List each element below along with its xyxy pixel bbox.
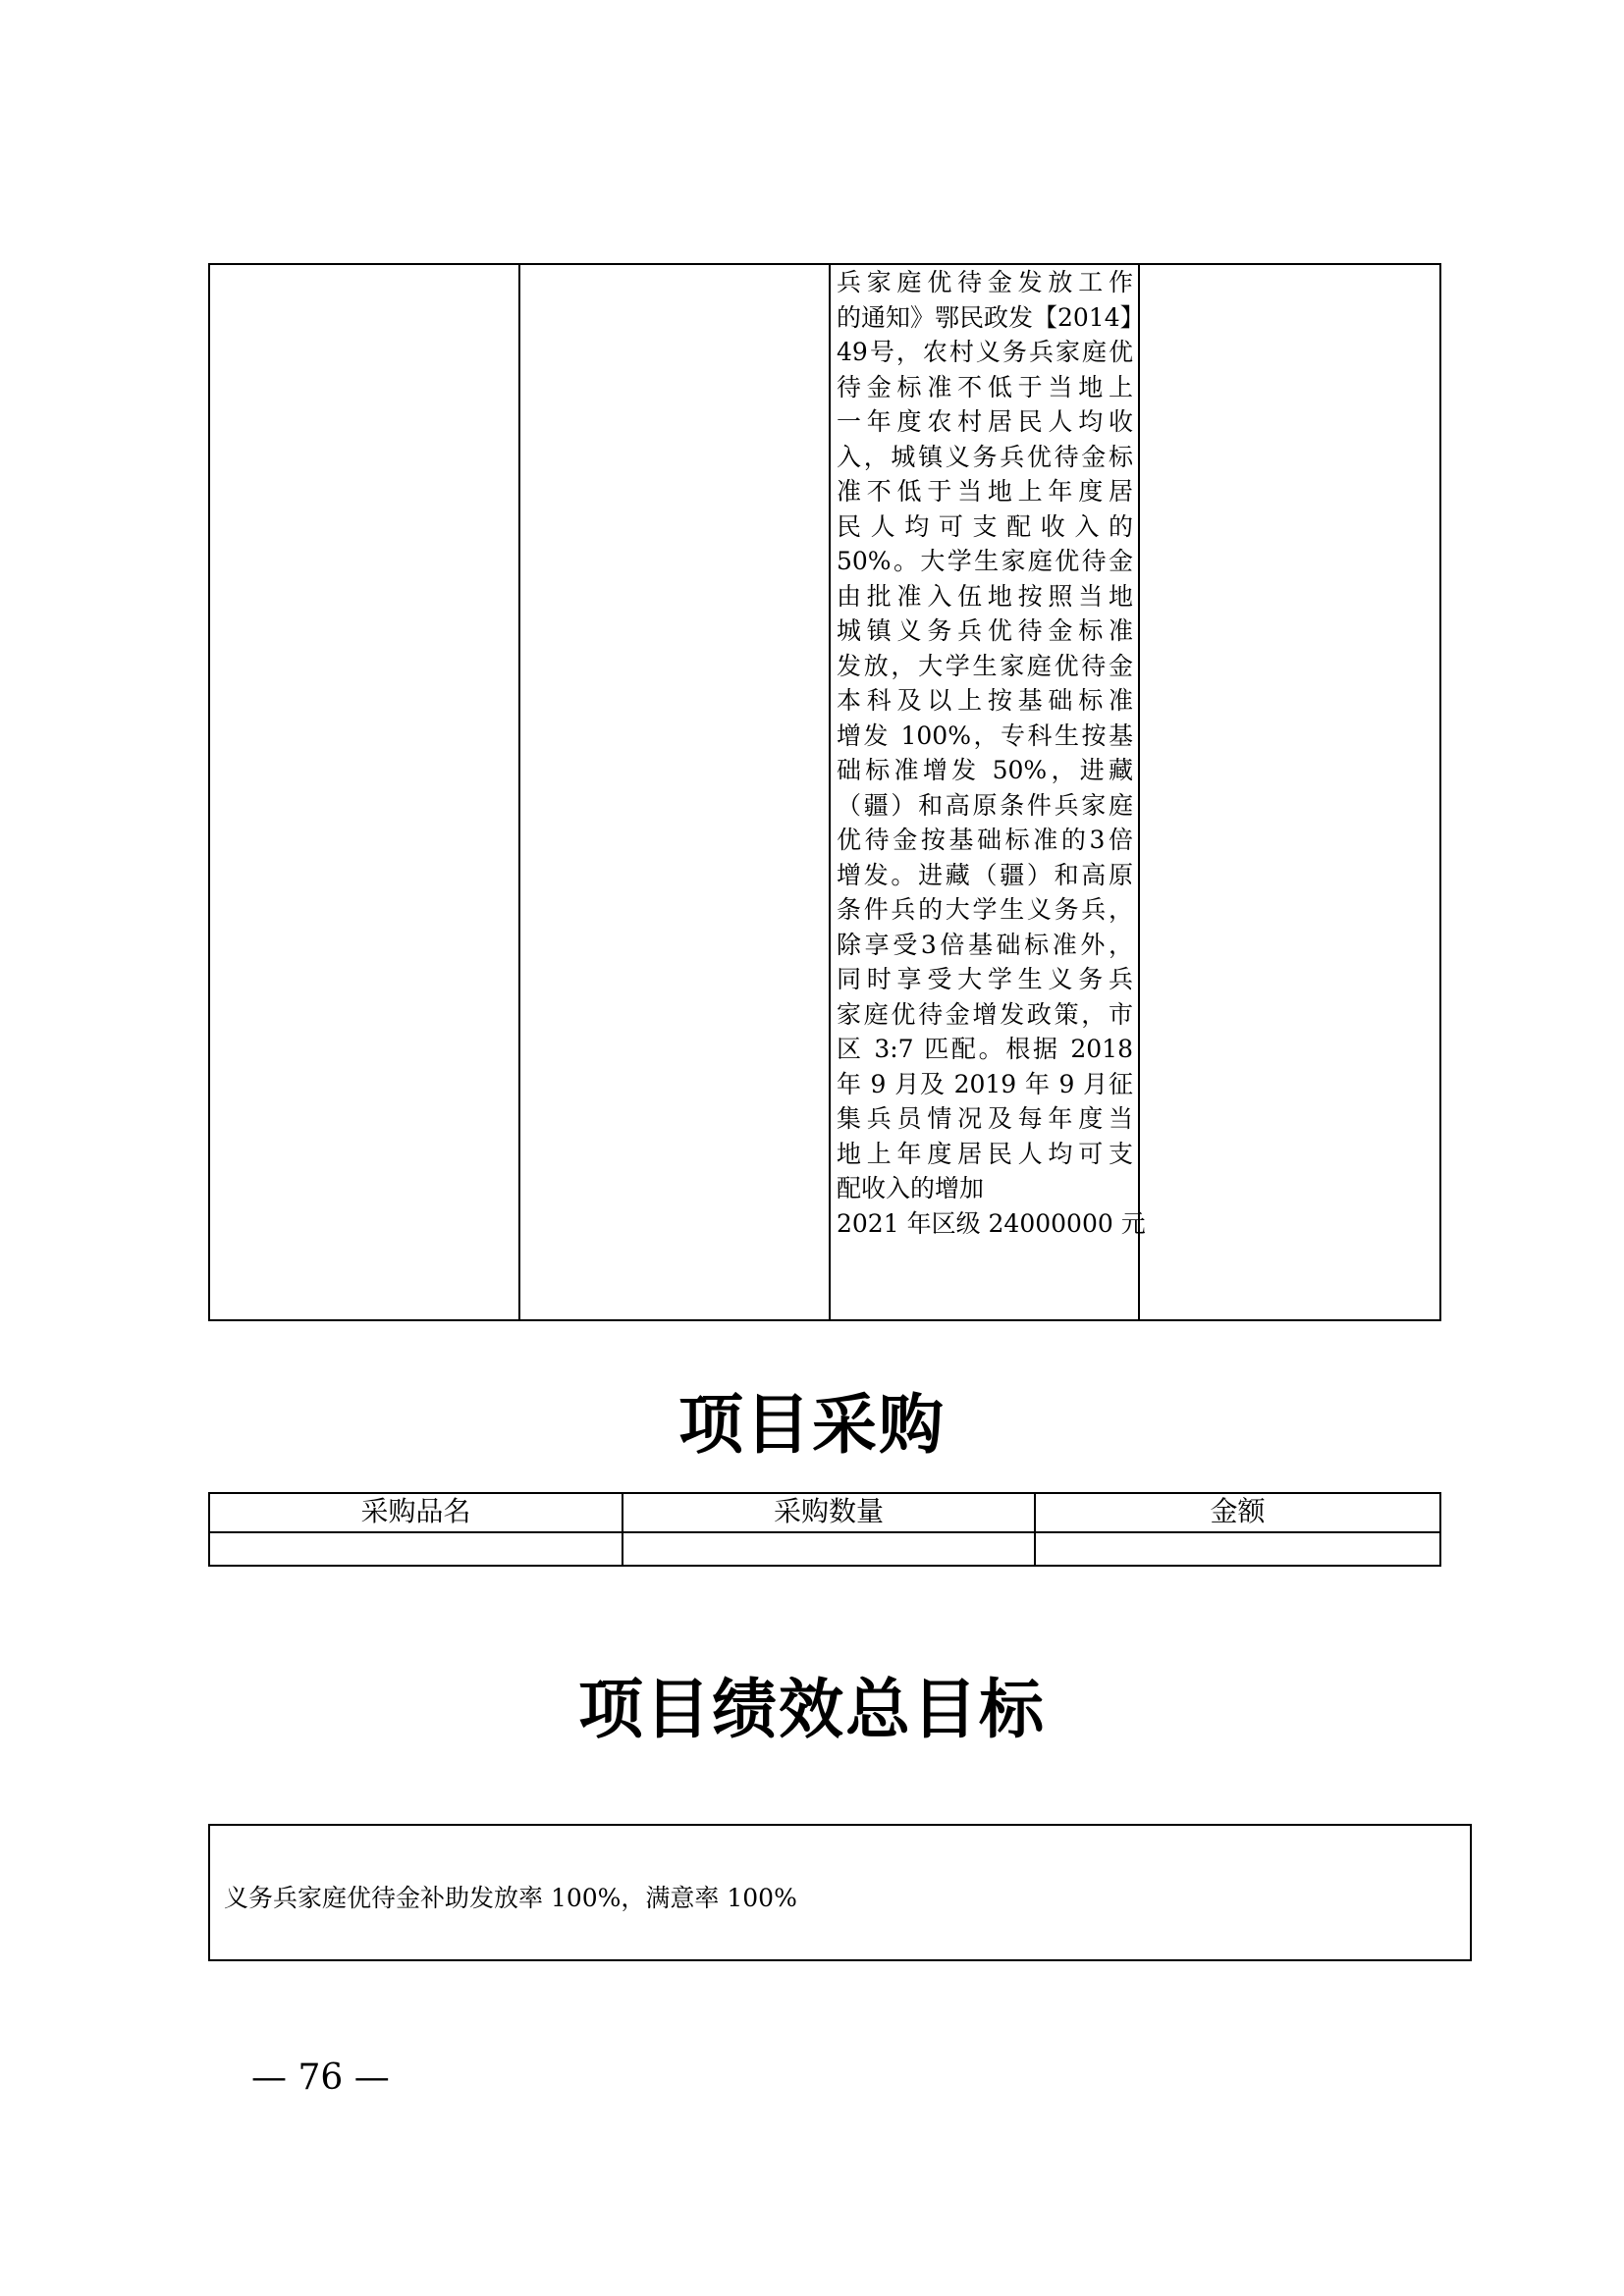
goals-title: 项目绩效总目标: [578, 1672, 1046, 1747]
basis-line: 地上年度居民人均可支: [837, 1139, 1133, 1168]
basis-line: 准不低于当地上年度居: [837, 477, 1133, 506]
page-number: — 76 —: [251, 2057, 390, 2098]
basis-line: 民人均可支配收入的: [837, 511, 1133, 541]
procurement-table: [208, 1492, 1441, 1567]
basis-line: 50%。大学生家庭优待金: [837, 547, 1133, 575]
basis-line: 入，城镇义务兵优待金标: [837, 442, 1133, 471]
table-cell: [1036, 1533, 1439, 1565]
procurement-title: 项目采购: [678, 1387, 946, 1463]
basis-line: 的通知》鄂民政发【2014】: [837, 302, 1145, 332]
basis-line: 年 9 月及 2019 年 9 月征: [837, 1069, 1133, 1098]
table-cell: [623, 1533, 1034, 1565]
basis-line: 配收入的增加: [837, 1174, 985, 1202]
basis-line: 49号，农村义务兵家庭优: [837, 338, 1133, 366]
basis-line: 除享受3倍基础标准外，: [837, 930, 1133, 959]
basis-line: 待金标准不低于当地上: [837, 372, 1133, 401]
basis-line: 区 3:7 匹配。根据 2018: [837, 1035, 1133, 1063]
basis-line: （疆）和高原条件兵家庭: [837, 790, 1133, 820]
basis-line: 增发。进藏（疆）和高原: [837, 860, 1133, 889]
basis-line: 发放，大学生家庭优待金: [837, 651, 1133, 680]
basis-line: 家庭优待金增发政策，市: [837, 999, 1133, 1029]
header-item-name: 采购品名: [360, 1495, 471, 1527]
basis-text-cell: [831, 265, 1146, 1241]
basis-line: 础标准增发 50%，进藏: [837, 756, 1133, 784]
goals-text: 义务兵家庭优待金补助发放率 100%，满意率 100%: [224, 1884, 797, 1912]
basis-line: 兵家庭优待金发放工作: [837, 268, 1133, 296]
basis-line: 优待金按基础标准的3倍: [837, 826, 1133, 854]
basis-line: 一年度农村居民人均收: [837, 407, 1133, 436]
basis-line: 2021 年区级 24000000 元: [837, 1208, 1146, 1238]
basis-line: 由批准入伍地按照当地: [837, 581, 1133, 611]
basis-table: [208, 263, 1441, 1321]
empty-cell-4: [1140, 265, 1439, 1319]
header-amount: 金额: [1210, 1495, 1266, 1527]
basis-line: 集兵员情况及每年度当: [837, 1104, 1133, 1133]
basis-line: 条件兵的大学生义务兵，: [837, 895, 1133, 924]
basis-line: 同时享受大学生义务兵: [837, 965, 1133, 993]
goals-box: [208, 1824, 1472, 1961]
table-cell: [210, 1533, 622, 1565]
basis-line: 本科及以上按基础标准: [837, 686, 1133, 715]
empty-cell-2: [520, 265, 829, 1319]
header-quantity: 采购数量: [773, 1495, 884, 1527]
basis-line: 城镇义务兵优待金标准: [837, 616, 1133, 645]
empty-cell-1: [210, 265, 518, 1319]
basis-line: 增发 100%，专科生按基: [837, 721, 1133, 750]
